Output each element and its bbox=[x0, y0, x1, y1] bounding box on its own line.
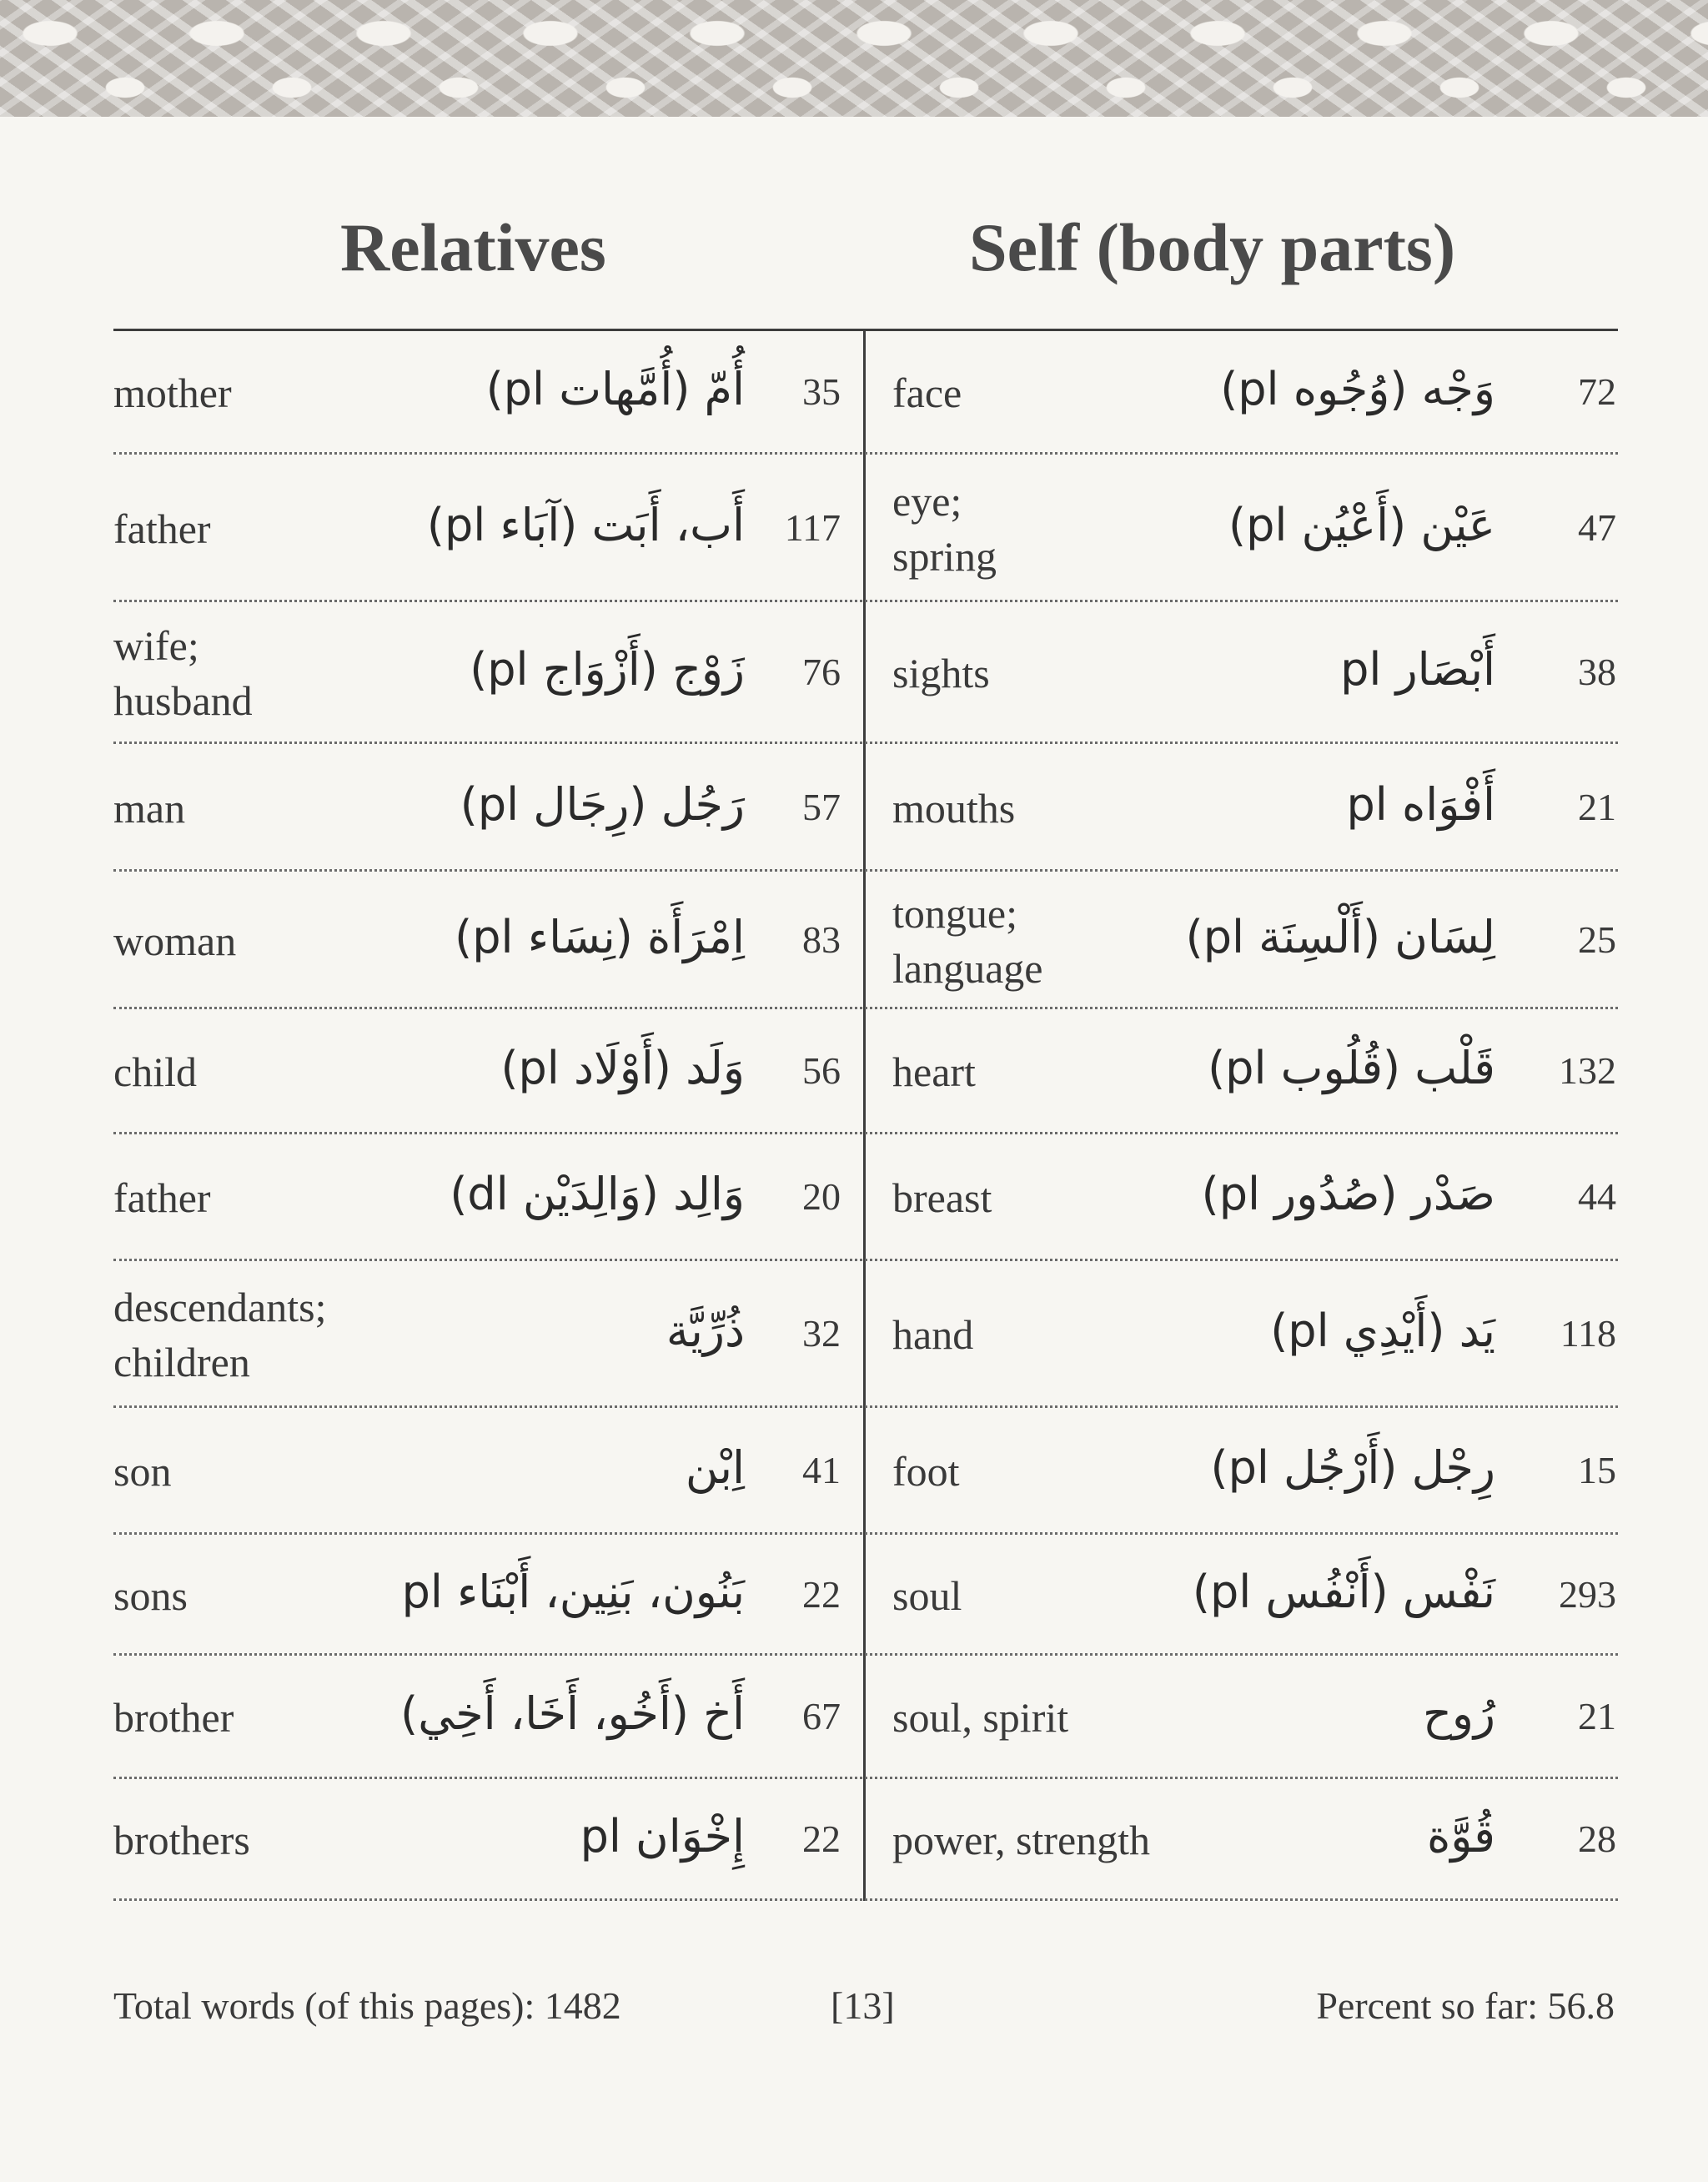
body-part-english: face bbox=[892, 370, 962, 416]
body-part-frequency: 44 bbox=[1578, 1175, 1616, 1218]
relative-arabic: بَنُون، بَنِين، أَبْنَاء pl bbox=[401, 1565, 745, 1618]
relative-english: son bbox=[113, 1448, 172, 1495]
table-row bbox=[0, 1656, 1708, 1779]
relative-arabic: وَلَد (أَوْلَاد pl) bbox=[500, 1042, 745, 1094]
relative-arabic: إِخْوَان pl bbox=[580, 1810, 745, 1863]
percent-so-far: Percent so far: 56.8 bbox=[1316, 1984, 1615, 2027]
relative-english: sons bbox=[113, 1571, 188, 1619]
body-part-frequency: 25 bbox=[1578, 918, 1616, 961]
body-part-frequency: 21 bbox=[1578, 785, 1616, 828]
body-part-frequency: 293 bbox=[1559, 1572, 1616, 1616]
page-number: [13] bbox=[831, 1984, 895, 2027]
body-part-english: hand bbox=[892, 1311, 974, 1358]
body-part-frequency: 15 bbox=[1578, 1449, 1616, 1491]
body-part-english: heart bbox=[892, 1048, 976, 1095]
relative-english: father bbox=[113, 1174, 211, 1221]
relative-frequency: 22 bbox=[802, 1572, 841, 1616]
table-row bbox=[0, 1535, 1708, 1656]
table-row bbox=[0, 331, 1708, 455]
relative-english: wife; husband bbox=[113, 622, 253, 724]
relative-frequency: 117 bbox=[784, 505, 841, 549]
relative-arabic: أُمّ (أُمَّهات pl) bbox=[485, 363, 745, 415]
table-row bbox=[0, 1009, 1708, 1134]
body-part-frequency: 118 bbox=[1560, 1312, 1616, 1355]
body-part-frequency: 21 bbox=[1578, 1695, 1616, 1737]
body-part-english: tongue; language bbox=[892, 889, 1043, 992]
row-separator bbox=[113, 1898, 1618, 1901]
relative-frequency: 32 bbox=[802, 1312, 841, 1355]
body-part-english: eye; spring bbox=[892, 477, 997, 580]
body-part-arabic: رُوح bbox=[1422, 1687, 1495, 1740]
relative-frequency: 22 bbox=[802, 1817, 841, 1860]
relative-frequency: 20 bbox=[802, 1175, 841, 1218]
relative-english: man bbox=[113, 784, 186, 832]
body-part-english: power, strength bbox=[892, 1817, 1151, 1863]
relative-arabic: زَوْج (أَزْوَاج pl) bbox=[470, 643, 745, 696]
relative-english: mother bbox=[113, 370, 232, 416]
body-part-english: breast bbox=[892, 1174, 992, 1221]
relative-english: descendants; children bbox=[113, 1284, 327, 1385]
body-part-arabic: صَدْر (صُدُور pl) bbox=[1201, 1168, 1495, 1220]
relative-english: brother bbox=[113, 1694, 234, 1741]
relative-arabic: اِبْن bbox=[685, 1441, 745, 1494]
relative-frequency: 35 bbox=[802, 370, 841, 413]
heading-relatives: Relatives bbox=[340, 209, 606, 285]
relative-english: woman bbox=[113, 917, 237, 964]
body-part-arabic: يَد (أَيْدِي pl) bbox=[1270, 1305, 1495, 1357]
body-part-frequency: 132 bbox=[1559, 1049, 1616, 1092]
relative-english: brothers bbox=[113, 1817, 250, 1863]
body-part-arabic: عَيْن (أَعْيُن pl) bbox=[1228, 498, 1495, 551]
body-part-arabic: أَفْوَاه pl bbox=[1346, 777, 1495, 831]
total-words: Total words (of this pages): 1482 bbox=[113, 1984, 621, 2027]
body-part-arabic: رِجْل (أَرْجُل pl) bbox=[1210, 1441, 1495, 1494]
relative-frequency: 56 bbox=[802, 1049, 841, 1092]
relative-arabic: وَالِد (وَالِدَيْن dl) bbox=[450, 1168, 745, 1220]
body-part-arabic: نَفْس (أَنْفُس pl) bbox=[1192, 1565, 1495, 1618]
table-row bbox=[0, 1261, 1708, 1408]
body-part-arabic: قُوَّة bbox=[1426, 1810, 1495, 1863]
body-part-arabic: وَجْه (وُجُوه pl) bbox=[1220, 363, 1495, 415]
body-part-frequency: 72 bbox=[1578, 370, 1616, 413]
body-part-english: soul, spirit bbox=[892, 1694, 1069, 1741]
relative-english: child bbox=[113, 1048, 197, 1095]
body-part-frequency: 28 bbox=[1578, 1817, 1616, 1860]
body-part-english: mouths bbox=[892, 784, 1016, 832]
table-row bbox=[0, 1779, 1708, 1901]
relative-arabic: أَخ (أَخُو، أَخَا، أَخِي) bbox=[400, 1687, 745, 1740]
body-part-frequency: 47 bbox=[1578, 505, 1616, 549]
table-row bbox=[0, 1134, 1708, 1261]
heading-self-body-parts: Self (body parts) bbox=[969, 209, 1456, 285]
body-part-english: soul bbox=[892, 1571, 962, 1619]
decorative-banner bbox=[0, 0, 1708, 117]
body-part-arabic: قَلْب (قُلُوب pl) bbox=[1208, 1042, 1495, 1094]
table-row bbox=[0, 1408, 1708, 1535]
table-row bbox=[0, 872, 1708, 1009]
relative-frequency: 41 bbox=[802, 1449, 841, 1491]
body-part-english: foot bbox=[892, 1448, 960, 1495]
relative-frequency: 67 bbox=[802, 1695, 841, 1737]
relative-arabic: أَب، أَبَت (آبَاء pl) bbox=[426, 498, 745, 551]
relative-arabic: اِمْرَأَة (نِسَاء pl) bbox=[455, 910, 745, 963]
table-row bbox=[0, 744, 1708, 872]
body-part-arabic: لِسَان (أَلْسِنَة pl) bbox=[1185, 910, 1495, 963]
relative-frequency: 83 bbox=[802, 918, 841, 961]
table-row bbox=[0, 455, 1708, 602]
body-part-english: sights bbox=[892, 650, 990, 696]
relative-arabic: رَجُل (رِجَال pl) bbox=[460, 777, 745, 831]
relative-english: father bbox=[113, 505, 211, 552]
relative-frequency: 57 bbox=[802, 785, 841, 828]
body-part-arabic: أَبْصَار pl bbox=[1340, 643, 1495, 696]
relative-frequency: 76 bbox=[802, 651, 841, 693]
relative-arabic: ذُرِّيَّة bbox=[666, 1305, 745, 1357]
body-part-frequency: 38 bbox=[1578, 651, 1616, 693]
table-row bbox=[0, 602, 1708, 744]
